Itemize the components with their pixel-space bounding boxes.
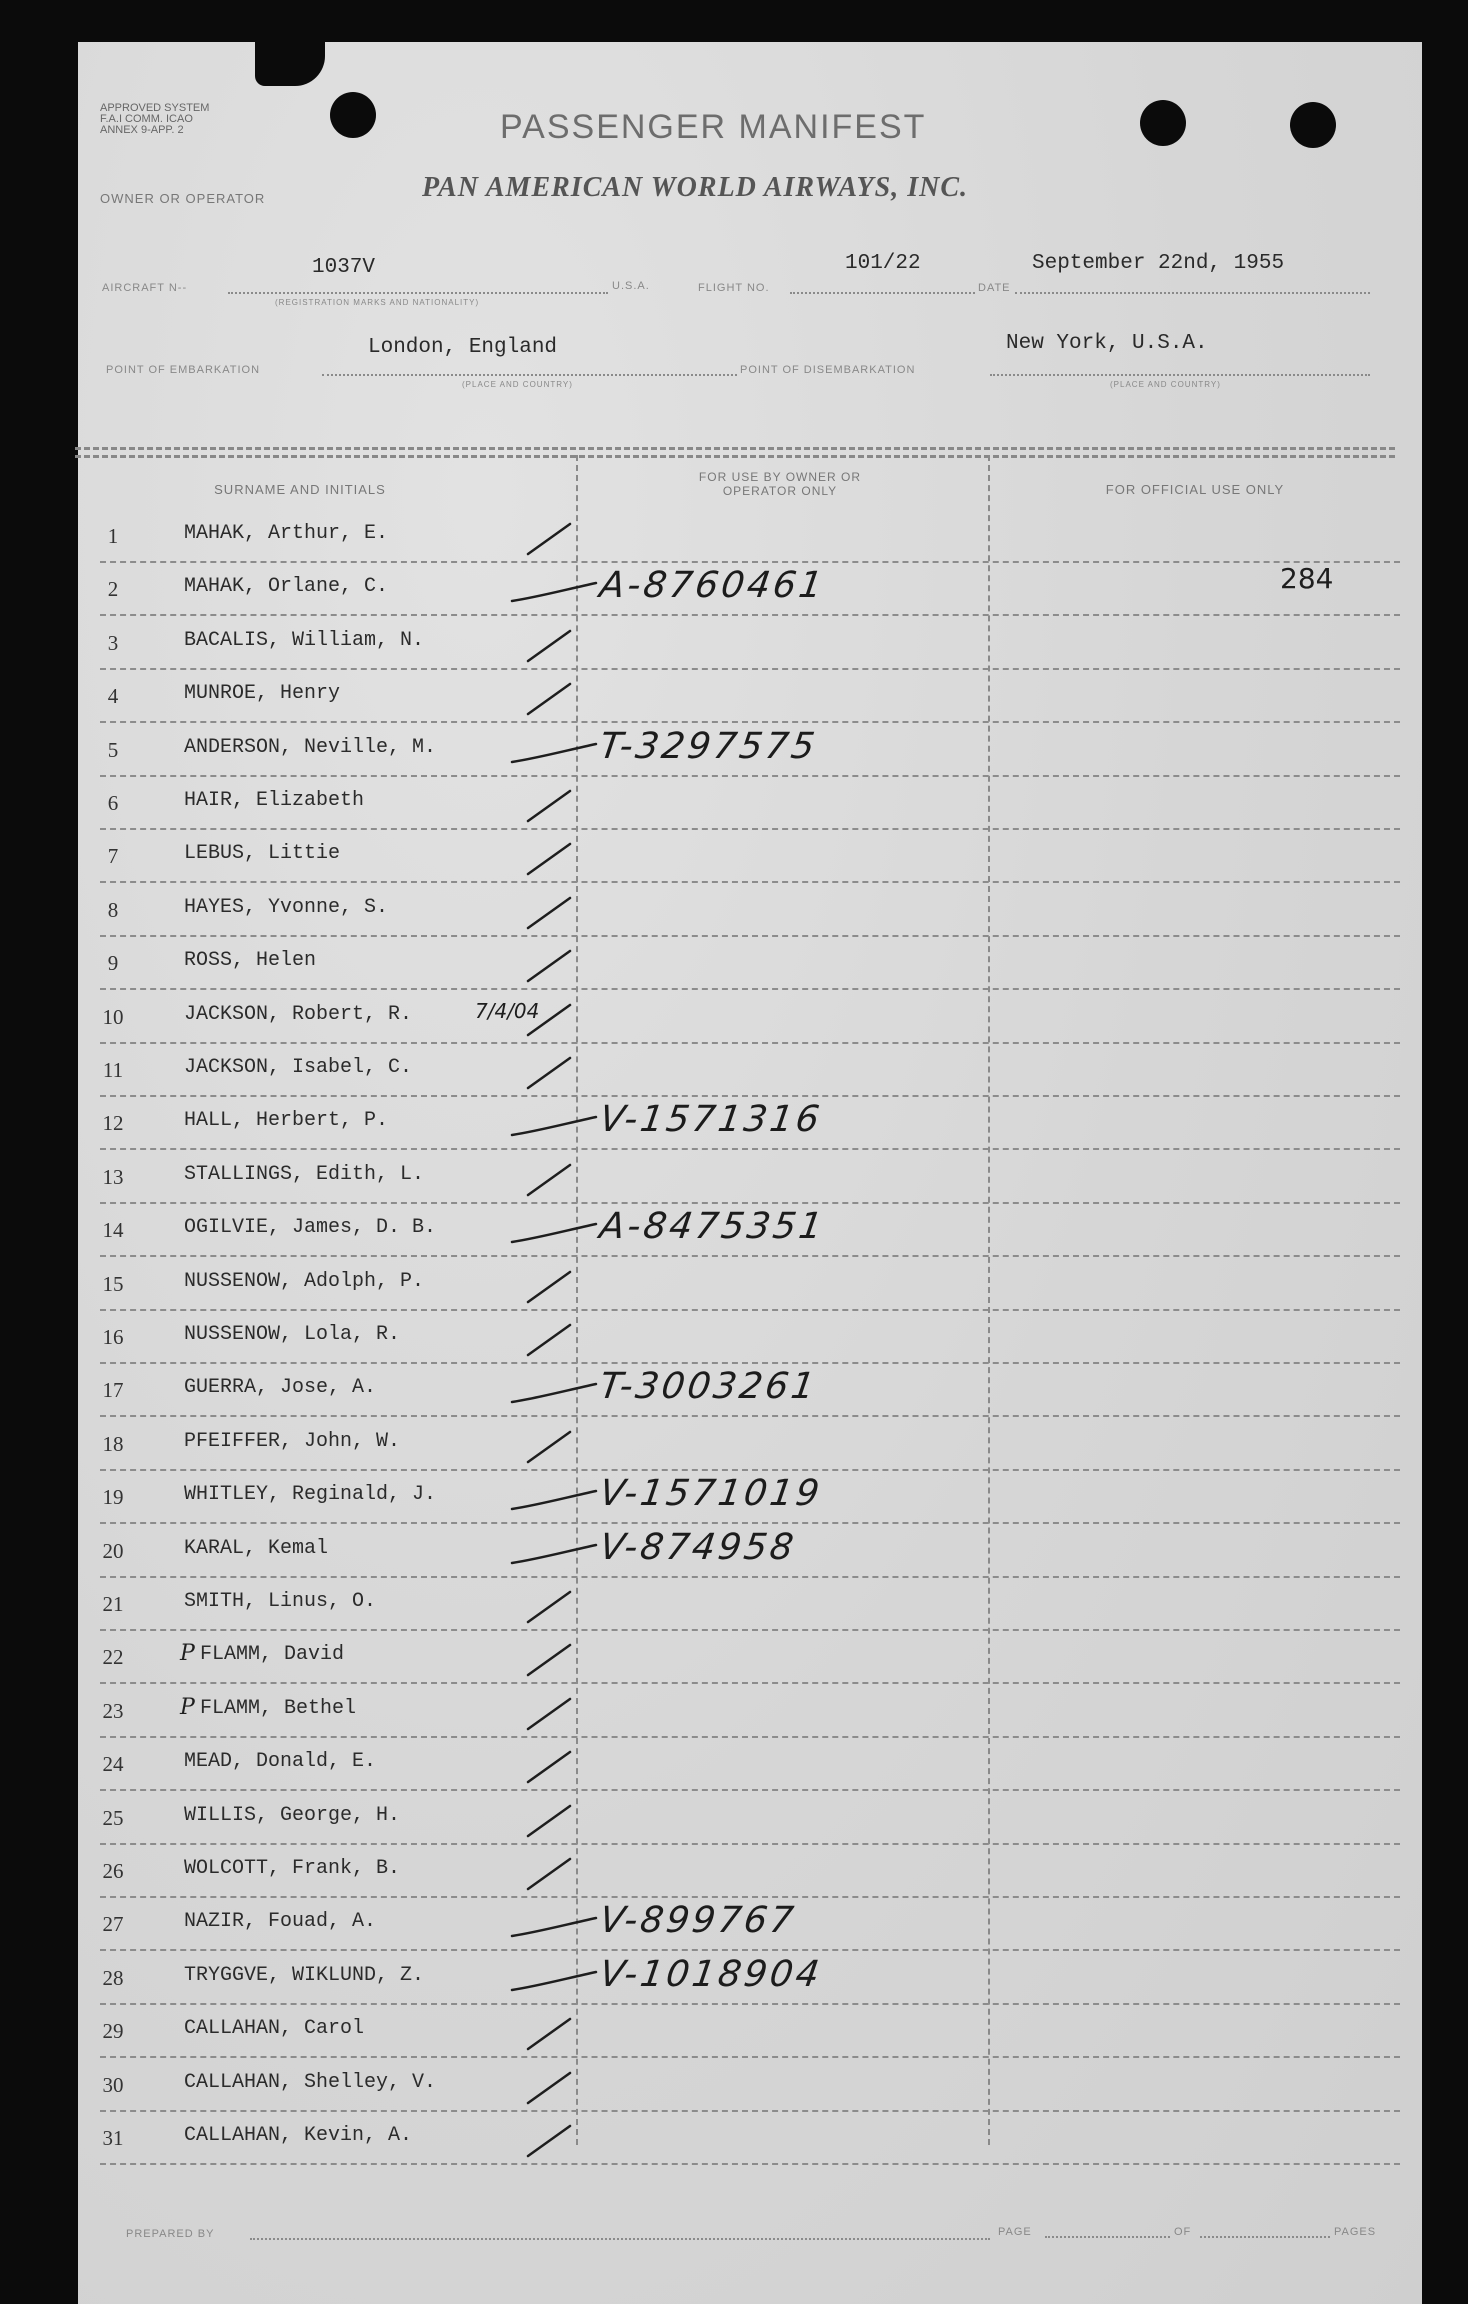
check-stroke <box>528 1699 570 1729</box>
check-mark <box>508 1268 598 1306</box>
row-number: 25 <box>102 1806 124 1830</box>
document-number: T-3297575 <box>597 726 821 767</box>
document-number: V-899767 <box>597 1900 799 1941</box>
table-row <box>80 617 1400 670</box>
check-stroke <box>528 844 570 874</box>
check-stroke <box>528 631 570 661</box>
check-mark <box>508 680 598 718</box>
passenger-name: BACALIS, William, N. <box>184 629 425 652</box>
passenger-name: WHITLEY, Reginald, J. <box>184 1483 437 1506</box>
document-number: T-3003261 <box>597 1366 821 1407</box>
passenger-name: NAZIR, Fouad, A. <box>184 1910 377 1933</box>
handwritten-prefix: P <box>180 1641 195 1666</box>
aircraft-line <box>228 292 608 294</box>
check-mark <box>508 787 598 825</box>
check-stroke <box>528 2126 570 2156</box>
table-row <box>80 1792 1400 1845</box>
check-mark <box>508 1214 598 1252</box>
check-stroke <box>512 583 596 601</box>
row-rule <box>100 2056 1400 2058</box>
check-stroke <box>512 1117 596 1135</box>
prepared-line <box>250 2238 990 2240</box>
of-line <box>1200 2236 1330 2238</box>
check-stroke <box>512 1491 596 1509</box>
check-stroke <box>528 2019 570 2049</box>
passenger-name: TRYGGVE, WIKLUND, Z. <box>184 1964 425 1987</box>
row-number: 5 <box>107 738 119 762</box>
row-number: 22 <box>102 1645 124 1669</box>
page-line <box>1045 2236 1170 2238</box>
row-rule <box>100 1789 1400 1791</box>
embark-sublabel: (PLACE AND COUNTRY) <box>462 380 573 389</box>
table-row <box>80 937 1400 990</box>
check-stroke <box>528 1165 570 1195</box>
check-mark <box>508 1321 598 1359</box>
date-value: September 22nd, 1955 <box>1032 252 1285 275</box>
row-number: 16 <box>102 1325 124 1349</box>
row-number: 30 <box>102 2073 124 2097</box>
check-stroke <box>528 1058 570 1088</box>
check-mark <box>508 1161 598 1199</box>
flight-line <box>790 292 975 294</box>
table-row <box>80 1258 1400 1311</box>
table-row <box>80 1685 1400 1738</box>
aircraft-sublabel: (REGISTRATION MARKS AND NATIONALITY) <box>275 298 480 307</box>
row-rule <box>100 1949 1400 1951</box>
check-stroke <box>512 1224 596 1242</box>
passenger-name: JACKSON, Robert, R. <box>184 1003 413 1026</box>
row-rule <box>100 1255 1400 1257</box>
check-stroke <box>528 1806 570 1836</box>
check-mark <box>508 1748 598 1786</box>
table-top-rule <box>75 447 1395 450</box>
check-stroke <box>528 1859 570 1889</box>
owner-label: OWNER OR OPERATOR <box>100 191 266 206</box>
check-mark <box>508 573 598 611</box>
date-line <box>1015 292 1370 294</box>
passenger-name: ROSS, Helen <box>184 949 317 972</box>
of-label: OF <box>1174 2226 1192 2238</box>
check-mark <box>508 947 598 985</box>
row-number: 7 <box>107 844 119 868</box>
document-number: V-1571316 <box>597 1099 825 1140</box>
check-stroke <box>528 1432 570 1462</box>
check-stroke <box>528 1645 570 1675</box>
passenger-name: NUSSENOW, Adolph, P. <box>184 1270 425 1293</box>
flight-value: 101/22 <box>845 252 921 275</box>
passenger-name: LEBUS, Littie <box>184 842 341 865</box>
column-header-owner-use: FOR USE BY OWNER OR OPERATOR ONLY <box>698 470 862 498</box>
aircraft-label: AIRCRAFT N-- <box>102 282 188 294</box>
check-mark <box>508 1588 598 1626</box>
official-number: 284 <box>1280 562 1334 595</box>
passenger-name: WILLIS, George, H. <box>184 1804 401 1827</box>
check-stroke <box>528 898 570 928</box>
table-row <box>80 1525 1400 1578</box>
passenger-name: WOLCOTT, Frank, B. <box>184 1857 401 1880</box>
table-row <box>80 1364 1400 1417</box>
passenger-name: KARAL, Kemal <box>184 1537 329 1560</box>
table-row <box>80 1471 1400 1524</box>
passenger-name: JACKSON, Isabel, C. <box>184 1056 413 1079</box>
table-row <box>80 510 1400 563</box>
table-row <box>80 670 1400 723</box>
check-mark <box>508 840 598 878</box>
handwritten-prefix: P <box>180 1695 195 1720</box>
check-stroke <box>512 1545 596 1563</box>
table-row <box>80 777 1400 830</box>
row-rule <box>100 1148 1400 1150</box>
check-stroke <box>528 684 570 714</box>
row-number: 14 <box>102 1218 124 1242</box>
check-mark <box>508 734 598 772</box>
table-row <box>80 1044 1400 1097</box>
row-number: 31 <box>102 2126 124 2150</box>
passenger-name: CALLAHAN, Carol <box>184 2017 365 2040</box>
document-number: A-8760461 <box>597 565 828 606</box>
check-mark <box>508 1374 598 1412</box>
check-mark <box>508 2122 598 2160</box>
passenger-name: STALLINGS, Edith, L. <box>184 1163 425 1186</box>
table-row <box>80 1898 1400 1951</box>
passenger-name: FLAMM, David <box>200 1643 345 1666</box>
table-top-rule <box>75 455 1395 458</box>
table-row <box>80 830 1400 883</box>
table-row <box>80 1151 1400 1204</box>
check-mark <box>508 1054 598 1092</box>
row-rule <box>100 881 1400 883</box>
table-row <box>80 1952 1400 2005</box>
check-stroke <box>528 791 570 821</box>
table-row <box>80 1097 1400 1150</box>
check-stroke <box>512 1384 596 1402</box>
table-row <box>80 2059 1400 2112</box>
page-label: PAGE <box>998 2226 1032 2238</box>
row-number: 12 <box>102 1111 124 1135</box>
document-number: V-1571019 <box>597 1473 825 1514</box>
check-stroke <box>528 524 570 554</box>
row-rule <box>100 1415 1400 1417</box>
row-rule <box>100 614 1400 616</box>
check-stroke <box>528 951 570 981</box>
row-number: 27 <box>102 1912 124 1936</box>
disembark-label: POINT OF DISEMBARKATION <box>740 364 916 376</box>
table-row <box>80 1738 1400 1791</box>
date-label: DATE <box>978 282 1011 294</box>
check-mark <box>508 1855 598 1893</box>
passenger-name: MAHAK, Arthur, E. <box>184 522 389 545</box>
row-number: 9 <box>107 951 119 975</box>
table-row <box>80 1418 1400 1471</box>
check-mark <box>508 1962 598 2000</box>
row-number: 13 <box>102 1165 124 1189</box>
row-number: 11 <box>102 1058 124 1082</box>
passenger-name: MEAD, Donald, E. <box>184 1750 377 1773</box>
check-stroke <box>528 1592 570 1622</box>
check-stroke <box>528 2073 570 2103</box>
row-number: 19 <box>102 1485 124 1509</box>
passenger-name: NUSSENOW, Lola, R. <box>184 1323 401 1346</box>
check-mark <box>508 1802 598 1840</box>
document-number: V-1018904 <box>597 1954 825 1995</box>
check-mark <box>508 2015 598 2053</box>
check-mark <box>508 1695 598 1733</box>
row-number: 24 <box>102 1752 124 1776</box>
row-number: 28 <box>102 1966 124 1990</box>
row-number: 20 <box>102 1539 124 1563</box>
check-stroke <box>512 744 596 762</box>
disembark-line <box>990 374 1370 376</box>
row-rule <box>100 1522 1400 1524</box>
row-number: 18 <box>102 1432 124 1456</box>
column-header-official-use: FOR OFFICIAL USE ONLY <box>1105 482 1285 497</box>
table-row <box>80 1578 1400 1631</box>
row-number: 8 <box>107 898 119 922</box>
page-title: PASSENGER MANIFEST <box>500 108 927 146</box>
passenger-name: HALL, Herbert, P. <box>184 1109 389 1132</box>
table-row <box>80 724 1400 777</box>
handwritten-note: 7/4/04 <box>475 999 540 1023</box>
check-mark <box>508 1535 598 1573</box>
check-stroke <box>512 1918 596 1936</box>
table-row <box>80 1845 1400 1898</box>
check-mark <box>508 520 598 558</box>
table-row <box>80 563 1400 616</box>
row-rule <box>100 988 1400 990</box>
check-stroke <box>512 1972 596 1990</box>
passenger-name: OGILVIE, James, D. B. <box>184 1216 437 1239</box>
passenger-name: HAIR, Elizabeth <box>184 789 365 812</box>
row-number: 3 <box>107 631 119 655</box>
check-stroke <box>528 1752 570 1782</box>
row-rule <box>100 1682 1400 1684</box>
check-mark <box>508 1428 598 1466</box>
usa-label: U.S.A. <box>612 280 650 292</box>
disembark-value: New York, U.S.A. <box>1006 332 1208 355</box>
table-row <box>80 1204 1400 1257</box>
approval-note: APPROVED SYSTEM F.A.I COMM. ICAO ANNEX 9-APP. 2 <box>100 102 210 136</box>
passenger-name: CALLAHAN, Kevin, A. <box>184 2124 413 2147</box>
row-number: 23 <box>102 1699 124 1723</box>
row-rule <box>100 721 1400 723</box>
passenger-name: MUNROE, Henry <box>184 682 341 705</box>
passenger-name: ANDERSON, Neville, M. <box>184 736 437 759</box>
passenger-name: FLAMM, Bethel <box>200 1697 357 1720</box>
row-number: 29 <box>102 2019 124 2043</box>
check-mark <box>508 1107 598 1145</box>
table-row <box>80 991 1400 1044</box>
document-number: V-874958 <box>597 1527 799 1568</box>
check-stroke <box>528 1272 570 1302</box>
table-row <box>80 2112 1400 2165</box>
table-row <box>80 1631 1400 1684</box>
row-number: 2 <box>107 577 119 601</box>
row-number: 21 <box>102 1592 124 1616</box>
check-stroke <box>528 1325 570 1355</box>
row-number: 17 <box>102 1378 124 1402</box>
check-mark <box>508 627 598 665</box>
passenger-name: SMITH, Linus, O. <box>184 1590 377 1613</box>
operator-name: PAN AMERICAN WORLD AIRWAYS, INC. <box>422 172 969 203</box>
check-mark <box>508 2069 598 2107</box>
embark-line <box>322 374 737 376</box>
passenger-name: MAHAK, Orlane, C. <box>184 575 389 598</box>
column-header-surname: SURNAME AND INITIALS <box>214 482 386 497</box>
row-number: 6 <box>107 791 119 815</box>
embark-label: POINT OF EMBARKATION <box>106 364 261 376</box>
embark-value: London, England <box>368 336 558 359</box>
punch-hole <box>1290 102 1336 148</box>
row-number: 1 <box>107 524 119 548</box>
check-mark <box>508 894 598 932</box>
passenger-name: GUERRA, Jose, A. <box>184 1376 377 1399</box>
aircraft-value: 1037V <box>312 256 376 279</box>
disembark-sublabel: (PLACE AND COUNTRY) <box>1110 380 1221 389</box>
check-mark <box>508 1481 598 1519</box>
prepared-label: PREPARED BY <box>126 2228 215 2240</box>
passenger-name: PFEIFFER, John, W. <box>184 1430 401 1453</box>
row-number: 15 <box>102 1272 124 1296</box>
passenger-name: CALLAHAN, Shelley, V. <box>184 2071 437 2094</box>
check-mark <box>508 1908 598 1946</box>
passenger-name: HAYES, Yvonne, S. <box>184 896 389 919</box>
pages-label: PAGES <box>1334 2226 1377 2238</box>
check-mark <box>508 1641 598 1679</box>
row-number: 26 <box>102 1859 124 1883</box>
table-row <box>80 884 1400 937</box>
document-number: A-8475351 <box>597 1206 828 1247</box>
punch-hole <box>1140 100 1186 146</box>
flight-label: FLIGHT NO. <box>698 282 770 294</box>
table-row <box>80 2005 1400 2058</box>
row-number: 4 <box>107 684 119 708</box>
table-row <box>80 1311 1400 1364</box>
punch-hole <box>330 92 376 138</box>
row-rule <box>100 2163 1400 2165</box>
row-number: 10 <box>102 1005 124 1029</box>
